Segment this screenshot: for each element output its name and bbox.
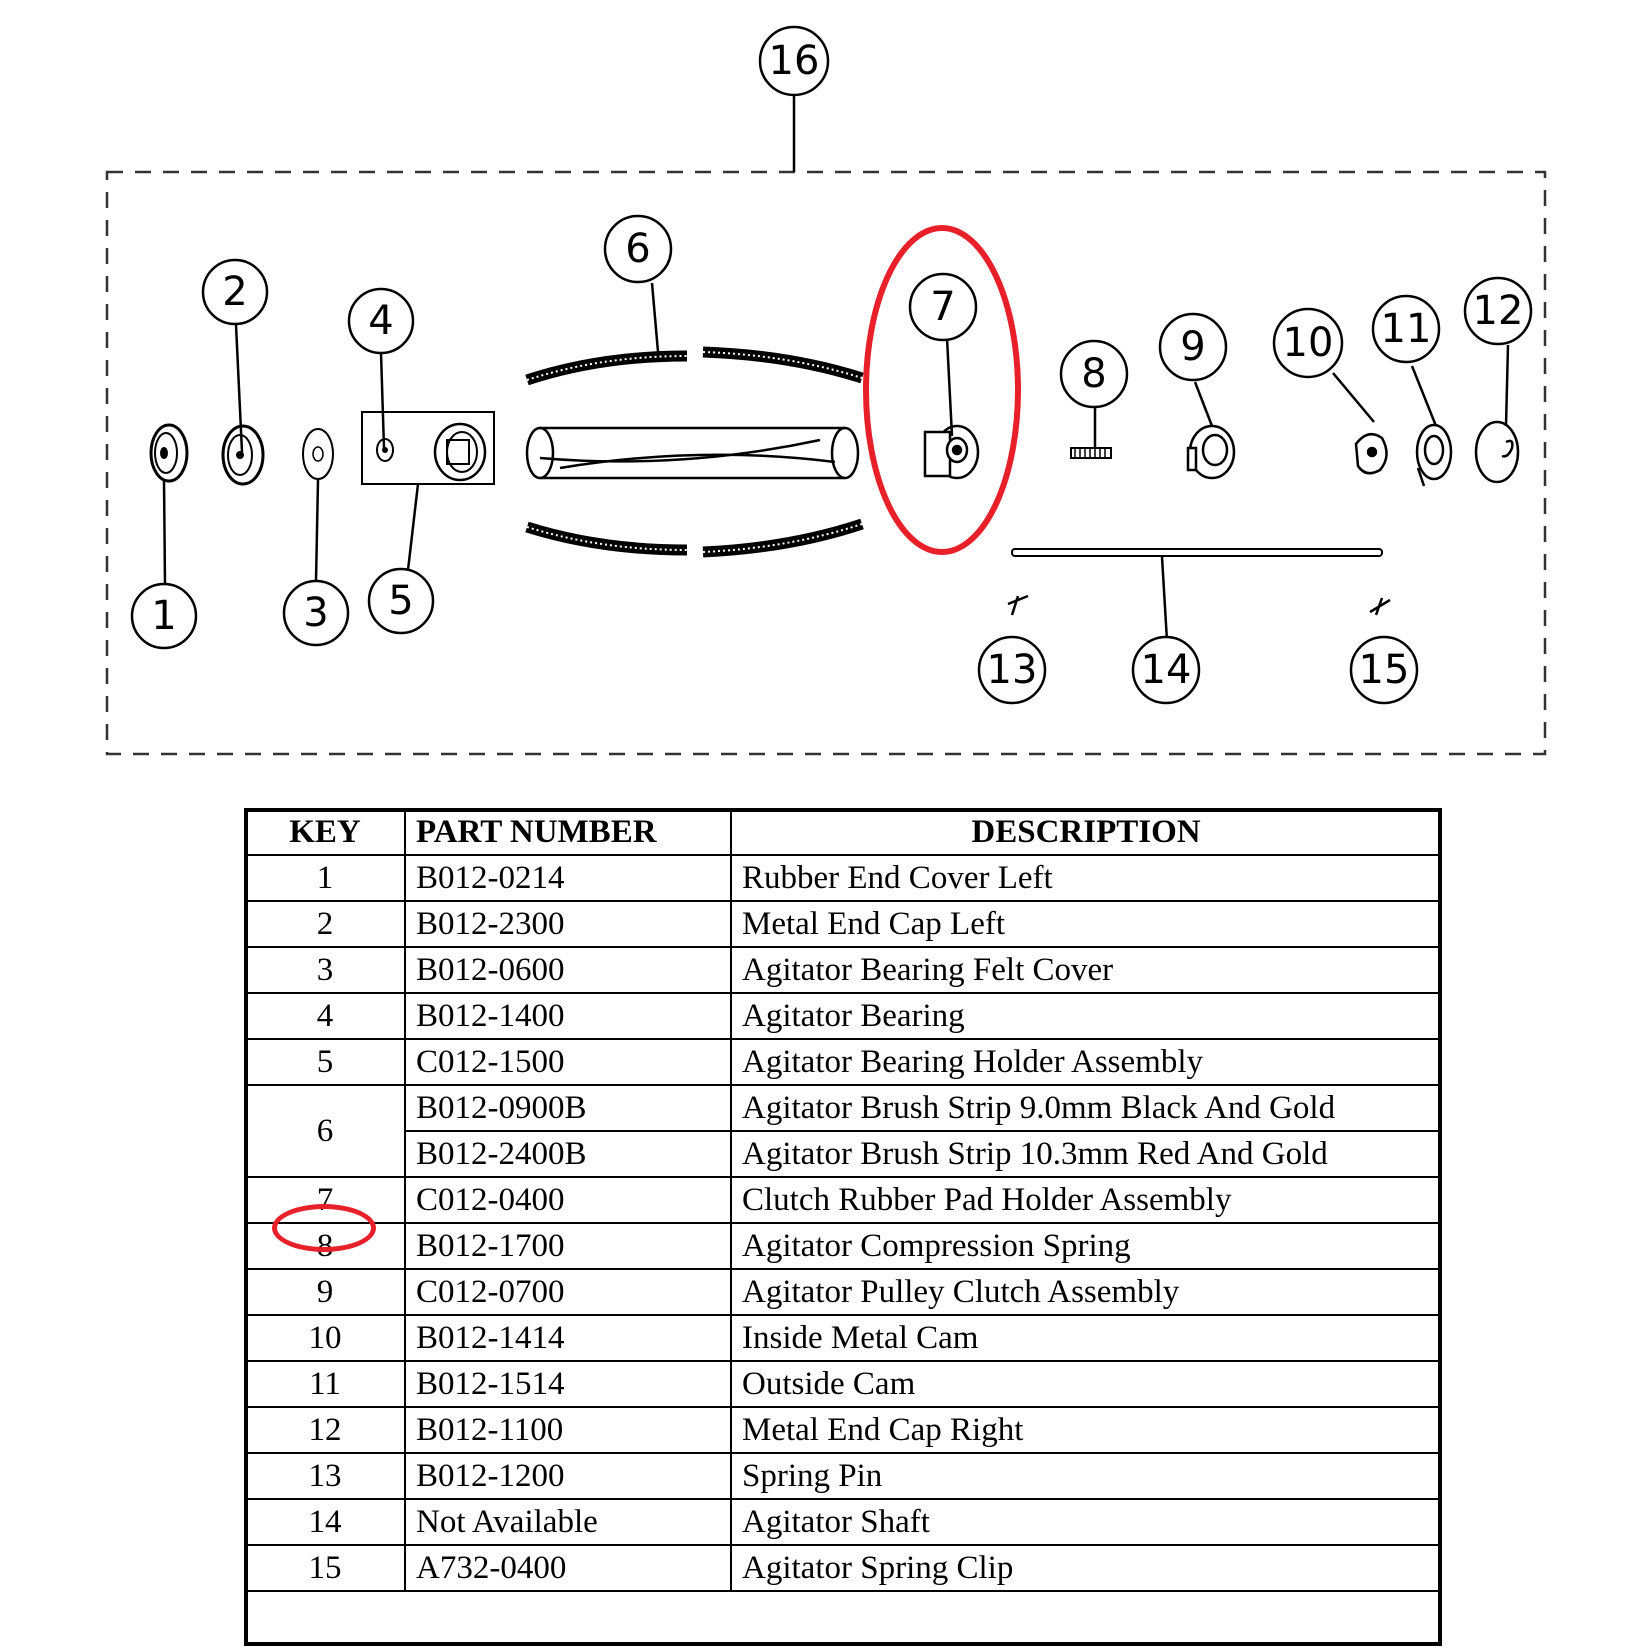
part-number-cell: A732-0400	[405, 1545, 731, 1591]
table-row	[245, 993, 1441, 1039]
description-cell: Clutch Rubber Pad Holder Assembly	[731, 1177, 1441, 1223]
part-bearing-holder-assembly	[362, 412, 494, 484]
table-row	[245, 1039, 1441, 1085]
part-number-cell: B012-2300	[405, 901, 731, 947]
description-cell: Agitator Pulley Clutch Assembly	[731, 1269, 1441, 1315]
svg-text:8: 8	[1081, 351, 1107, 397]
svg-text:16: 16	[768, 38, 820, 84]
part-number-cell: B012-0214	[405, 855, 731, 901]
part-pulley-clutch	[1188, 426, 1234, 478]
callout-13	[979, 637, 1045, 703]
table-row	[245, 1361, 1441, 1407]
part-number-cell: B012-1100	[405, 1407, 731, 1453]
table-row	[245, 1223, 1441, 1269]
key-cell: 8	[245, 1223, 405, 1269]
part-inside-metal-cam	[1356, 434, 1387, 473]
part-spring-pin	[1008, 596, 1028, 615]
callout-12	[1465, 278, 1531, 344]
callout-14	[1133, 637, 1199, 703]
key-cell: 15	[245, 1545, 405, 1591]
description-cell: Agitator Compression Spring	[731, 1223, 1441, 1269]
svg-text:6: 6	[625, 226, 651, 272]
part-metal-end-cap-left	[223, 426, 263, 484]
header-description: DESCRIPTION	[731, 809, 1441, 855]
key-cell: 9	[245, 1269, 405, 1315]
table-row	[245, 1407, 1441, 1453]
description-cell: Metal End Cap Right	[731, 1407, 1441, 1453]
callout-10	[1274, 309, 1342, 377]
table-row	[245, 1315, 1441, 1361]
table-header-row	[245, 809, 1441, 855]
key-cell: 4	[245, 993, 405, 1039]
part-number-cell: B012-1514	[405, 1361, 731, 1407]
key-cell: 2	[245, 901, 405, 947]
callout-4	[349, 289, 413, 353]
key-cell: 5	[245, 1039, 405, 1085]
svg-text:2: 2	[222, 269, 248, 315]
svg-text:10: 10	[1282, 320, 1334, 366]
callout-6	[605, 216, 671, 282]
part-number-cell: B012-1700	[405, 1223, 731, 1269]
callout-11	[1373, 296, 1439, 362]
key-cell: 10	[245, 1315, 405, 1361]
table-row	[245, 1131, 1441, 1177]
description-cell: Agitator Bearing Holder Assembly	[731, 1039, 1441, 1085]
svg-text:3: 3	[303, 590, 329, 636]
description-cell: Spring Pin	[731, 1453, 1441, 1499]
table-row	[245, 947, 1441, 993]
table-row	[245, 1269, 1441, 1315]
table-row	[245, 1545, 1441, 1591]
description-cell: Agitator Spring Clip	[731, 1545, 1441, 1591]
description-cell: Agitator Bearing Felt Cover	[731, 947, 1441, 993]
table-row	[245, 1453, 1441, 1499]
description-cell: Metal End Cap Left	[731, 901, 1441, 947]
svg-text:11: 11	[1380, 306, 1432, 352]
callout-8	[1061, 341, 1127, 407]
svg-text:1: 1	[151, 593, 177, 639]
part-rubber-end-cover-left	[151, 425, 187, 481]
part-number-cell: C012-0400	[405, 1177, 731, 1223]
callout-2	[203, 260, 267, 324]
table-row	[245, 1499, 1441, 1545]
svg-text:4: 4	[368, 298, 394, 344]
part-number-cell: B012-0900B	[405, 1085, 731, 1131]
header-key: KEY	[245, 809, 405, 855]
part-number-cell: C012-0700	[405, 1269, 731, 1315]
table-row	[245, 901, 1441, 947]
callout-9	[1160, 314, 1226, 380]
callout-7	[910, 274, 976, 340]
table-row	[245, 1085, 1441, 1131]
callout-15	[1351, 637, 1417, 703]
svg-text:12: 12	[1472, 288, 1524, 334]
table-row-highlighted	[245, 1177, 1441, 1223]
svg-text:15: 15	[1358, 647, 1410, 693]
part-number-cell: B012-1414	[405, 1315, 731, 1361]
part-agitator-body	[527, 428, 858, 478]
callout-5	[369, 569, 433, 633]
part-bearing-felt-cover	[303, 429, 333, 479]
part-number-cell: B012-1200	[405, 1453, 731, 1499]
part-number-cell: B012-1400	[405, 993, 731, 1039]
description-cell: Agitator Brush Strip 9.0mm Black And Gold	[731, 1085, 1441, 1131]
key-cell: 1	[245, 855, 405, 901]
description-cell: Rubber End Cover Left	[731, 855, 1441, 901]
key-cell: 7	[245, 1177, 405, 1223]
callout-1	[132, 584, 196, 648]
part-brush-strips	[527, 352, 862, 552]
part-metal-end-cap-right	[1476, 422, 1518, 482]
part-number-cell: C012-1500	[405, 1039, 731, 1085]
part-number-cell: B012-0600	[405, 947, 731, 993]
part-number-cell: Not Available	[405, 1499, 731, 1545]
exploded-parts-diagram	[0, 0, 1652, 790]
key-cell: 3	[245, 947, 405, 993]
callout-3	[284, 581, 348, 645]
part-compression-spring	[1071, 448, 1111, 458]
description-cell: Outside Cam	[731, 1361, 1441, 1407]
part-agitator-shaft	[1012, 549, 1382, 641]
svg-text:5: 5	[388, 578, 414, 624]
part-number-cell: B012-2400B	[405, 1131, 731, 1177]
svg-text:14: 14	[1140, 647, 1192, 693]
key-cell: 6	[245, 1085, 405, 1177]
svg-text:13: 13	[986, 647, 1038, 693]
key-cell: 11	[245, 1361, 405, 1407]
parts-list-table	[244, 808, 1442, 1592]
key-cell: 14	[245, 1499, 405, 1545]
callout-16	[760, 27, 828, 95]
key-cell: 12	[245, 1407, 405, 1453]
table-row	[245, 855, 1441, 901]
description-cell: Agitator Bearing	[731, 993, 1441, 1039]
description-cell: Agitator Brush Strip 10.3mm Red And Gold	[731, 1131, 1441, 1177]
part-outside-cam	[1417, 425, 1451, 486]
key-cell: 13	[245, 1453, 405, 1499]
svg-text:9: 9	[1180, 324, 1206, 370]
svg-text:7: 7	[930, 284, 956, 330]
part-spring-clip	[1370, 598, 1390, 615]
description-cell: Inside Metal Cam	[731, 1315, 1441, 1361]
header-part-number: PART NUMBER	[405, 809, 731, 855]
description-cell: Agitator Shaft	[731, 1499, 1441, 1545]
